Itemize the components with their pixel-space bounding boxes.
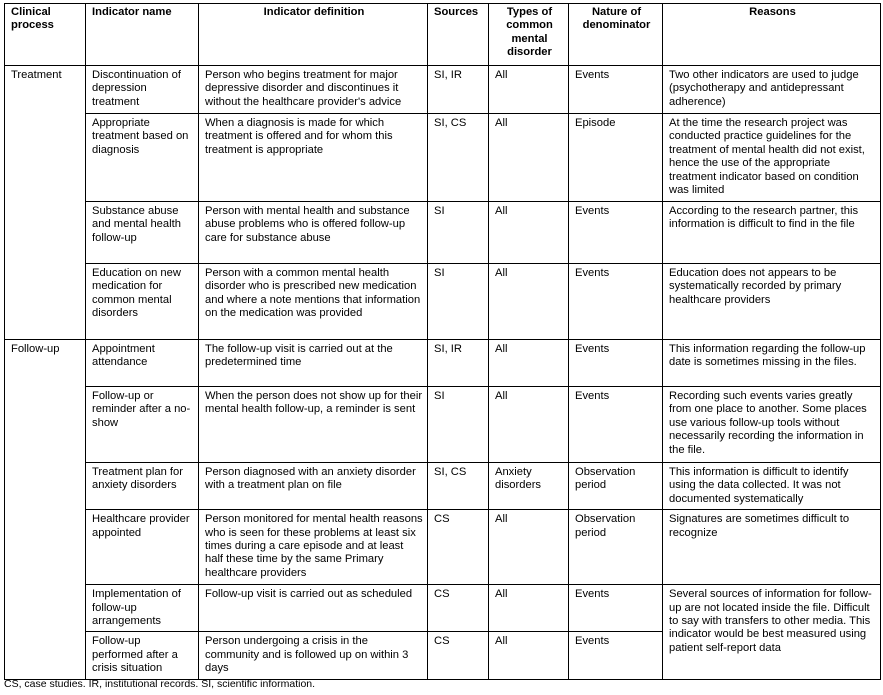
sources: SI	[428, 387, 489, 463]
indicator-name: Appointment attendance	[86, 340, 199, 387]
nature: Events	[569, 387, 663, 463]
indicator-definition: Person with a common mental health disorder who is prescribed new medication and where a note mentions that information on the medication was provided	[199, 264, 428, 340]
header-reasons: Reasons	[663, 4, 881, 66]
reasons: Recording such events varies greatly from one place to another. Some places use various follow-up tools without necessarily recording the information in the file.	[663, 387, 881, 463]
sources: SI, IR	[428, 66, 489, 114]
indicator-definition: When the person does not show up for their mental health follow-up, a reminder is sent	[199, 387, 428, 463]
sources: SI	[428, 264, 489, 340]
group-treatment: Treatment	[5, 66, 86, 340]
reasons: This information is difficult to identify using the data collected. It was not documented systematically	[663, 463, 881, 510]
nature: Observation period	[569, 510, 663, 585]
indicator-definition: The follow-up visit is carried out at the predetermined time	[199, 340, 428, 387]
header-row	[5, 4, 881, 66]
nature: Episode	[569, 114, 663, 202]
types: All	[489, 632, 569, 679]
nature: Events	[569, 340, 663, 387]
nature: Events	[569, 264, 663, 340]
indicator-name: Follow-up performed after a crisis situation	[86, 632, 199, 679]
types: All	[489, 114, 569, 202]
nature: Events	[569, 66, 663, 114]
header-types: Types of common mental disorder	[489, 4, 569, 66]
nature: Events	[569, 202, 663, 264]
reasons: This information regarding the follow-up date is sometimes missing in the files.	[663, 340, 881, 387]
header-sources: Sources	[428, 4, 489, 66]
indicator-definition: Person who begins treatment for major depressive disorder and discontinues it without the healthcare provider's advice	[199, 66, 428, 114]
types: All	[489, 66, 569, 114]
types: All	[489, 264, 569, 340]
types: All	[489, 510, 569, 585]
sources: SI, CS	[428, 114, 489, 202]
indicator-name: Appropriate treatment based on diagnosis	[86, 114, 199, 202]
indicator-name: Healthcare provider appointed	[86, 510, 199, 585]
nature: Observation period	[569, 463, 663, 510]
header-nature: Nature of denominator	[569, 4, 663, 66]
sources: CS	[428, 632, 489, 679]
indicator-name: Treatment plan for anxiety disorders	[86, 463, 199, 510]
sources: SI	[428, 202, 489, 264]
indicator-name: Implementation of follow-up arrangements	[86, 585, 199, 632]
reasons: According to the research partner, this information is difficult to find in the file	[663, 202, 881, 264]
table-row	[5, 463, 881, 510]
indicator-definition: Person diagnosed with an anxiety disorder with a treatment plan on file	[199, 463, 428, 510]
types: All	[489, 387, 569, 463]
indicator-name: Education on new medication for common mental disorders	[86, 264, 199, 340]
types: Anxiety disorders	[489, 463, 569, 510]
header-indicator-name: Indicator name	[86, 4, 199, 66]
table-row	[5, 340, 881, 387]
indicator-definition: Person with mental health and substance abuse problems who is offered follow-up care for substance abuse	[199, 202, 428, 264]
reasons: Education does not appears to be systematically recorded by primary healthcare providers	[663, 264, 881, 340]
indicators-table	[4, 3, 881, 680]
table-row	[5, 585, 881, 632]
indicator-name: Discontinuation of depression treatment	[86, 66, 199, 114]
reasons: Two other indicators are used to judge (psychotherapy and antidepressant adherence)	[663, 66, 881, 114]
indicator-name: Follow-up or reminder after a no-show	[86, 387, 199, 463]
types: All	[489, 202, 569, 264]
group-follow-up: Follow-up	[5, 340, 86, 680]
reasons: Signatures are sometimes difficult to recognize	[663, 510, 881, 585]
table-footnote: CS, case studies. IR, institutional records. SI, scientific information.	[4, 678, 316, 690]
table-row	[5, 264, 881, 340]
types: All	[489, 340, 569, 387]
table-row	[5, 510, 881, 585]
header-indicator-definition: Indicator definition	[199, 4, 428, 66]
indicator-definition: Person monitored for mental health reasons who is seen for these problems at least six times during a care episode and at least half these time by the same Primary healthcare providers	[199, 510, 428, 585]
table-row	[5, 66, 881, 114]
sources: SI, CS	[428, 463, 489, 510]
reasons: Several sources of information for follow-up are not located inside the file. Difficult to say with transfers to other media. This indicator would be best measured using patient self-report data	[663, 585, 881, 679]
table-row	[5, 114, 881, 202]
indicator-definition: Follow-up visit is carried out as scheduled	[199, 585, 428, 632]
indicator-definition: When a diagnosis is made for which treatment is offered and for whom this treatment is appropriate	[199, 114, 428, 202]
indicator-definition: Person undergoing a crisis in the community and is followed up on within 3 days	[199, 632, 428, 679]
table-row	[5, 387, 881, 463]
table-row	[5, 202, 881, 264]
sources: CS	[428, 510, 489, 585]
reasons: At the time the research project was conducted practice guidelines for the treatment of mental health did not exist, hence the use of the appropriate treatment indicator based on condition was limited	[663, 114, 881, 202]
types: All	[489, 585, 569, 632]
sources: SI, IR	[428, 340, 489, 387]
sources: CS	[428, 585, 489, 632]
indicator-name: Substance abuse and mental health follow-up	[86, 202, 199, 264]
nature: Events	[569, 632, 663, 679]
nature: Events	[569, 585, 663, 632]
header-clinical-process: Clinical process	[5, 4, 86, 66]
